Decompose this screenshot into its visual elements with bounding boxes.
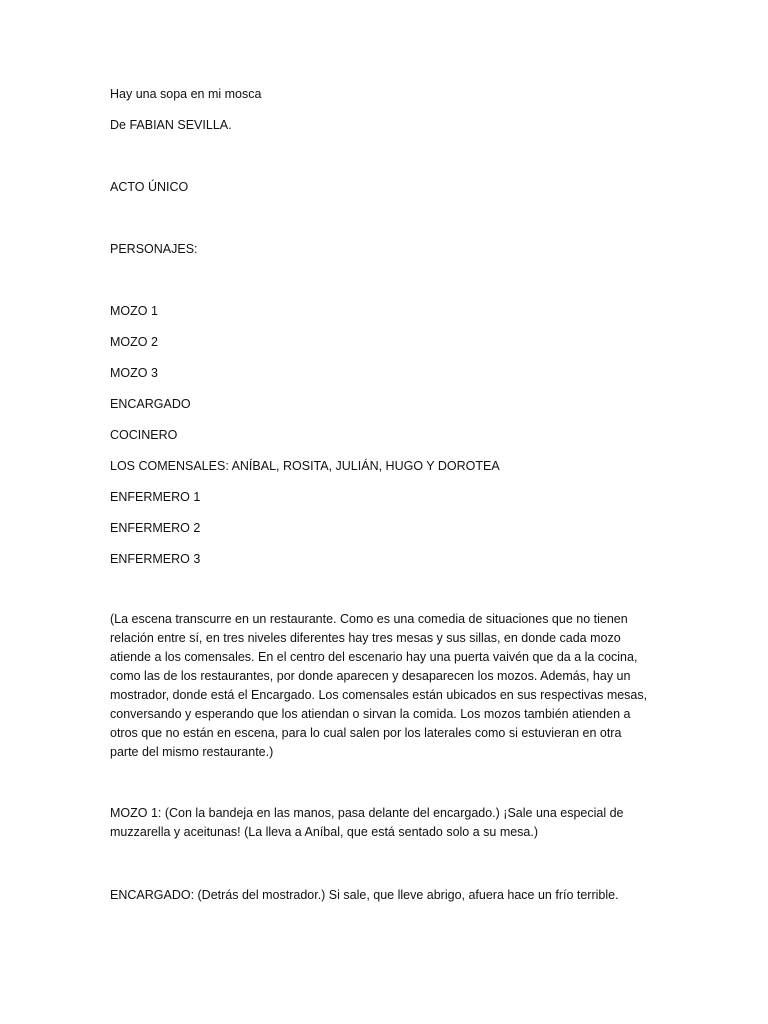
document-author: De FABIAN SEVILLA. bbox=[110, 118, 232, 132]
stage-direction-line: conversando y esperando que los atiendan o sirvan la comida. Los mozos también atienden a bbox=[110, 707, 631, 721]
dialogue-line: MOZO 1: (Con la bandeja en las manos, pasa delante del encargado.) ¡Sale una especial de bbox=[110, 806, 624, 820]
stage-direction-line: mostrador, donde está el Encargado. Los comensales están ubicados en sus respectivas mesas, bbox=[110, 688, 648, 702]
stage-direction-line: (La escena transcurre en un restaurante. Como es una comedia de situaciones que no tienen bbox=[110, 612, 628, 626]
stage-direction-line: atiende a los comensales. En el centro del escenario hay una puerta vaivén que da a la cocina, bbox=[110, 650, 638, 664]
dialogue-line: muzzarella y aceitunas! (La lleva a Aníbal, que está sentado solo a su mesa.) bbox=[110, 825, 539, 839]
stage-direction-paragraph bbox=[110, 610, 670, 762]
stage-direction-line: como las de los restaurantes, por donde aparecen y desaparecen los mozos. Además, hay un bbox=[110, 669, 631, 683]
character-item: COCINERO bbox=[110, 428, 178, 442]
stage-direction-line: relación entre sí, en tres niveles diferentes hay tres mesas y sus sillas, en donde cada mozo bbox=[110, 631, 621, 645]
character-item: LOS COMENSALES: ANÍBAL, ROSITA, JULIÁN, HUGO Y DOROTEA bbox=[110, 459, 500, 473]
character-item: ENFERMERO 2 bbox=[110, 521, 201, 535]
character-item: MOZO 2 bbox=[110, 335, 158, 349]
stage-direction-line: otros que no están en escena, para lo cual salen por los laterales como si estuvieran en otra bbox=[110, 726, 622, 740]
dialogue-encargado bbox=[110, 886, 670, 905]
character-item: ENFERMERO 1 bbox=[110, 490, 201, 504]
character-item: ENCARGADO bbox=[110, 397, 191, 411]
stage-direction-line: parte del mismo restaurante.) bbox=[110, 745, 274, 759]
act-heading: ACTO ÚNICO bbox=[110, 180, 189, 194]
characters-heading: PERSONAJES: bbox=[110, 242, 198, 256]
document-title: Hay una sopa en mi mosca bbox=[110, 87, 262, 101]
dialogue-mozo-1 bbox=[110, 804, 670, 842]
character-item: MOZO 3 bbox=[110, 366, 158, 380]
character-item: ENFERMERO 3 bbox=[110, 552, 201, 566]
dialogue-line: ENCARGADO: (Detrás del mostrador.) Si sale, que lleve abrigo, afuera hace un frío terrible. bbox=[110, 888, 619, 902]
character-item: MOZO 1 bbox=[110, 304, 158, 318]
